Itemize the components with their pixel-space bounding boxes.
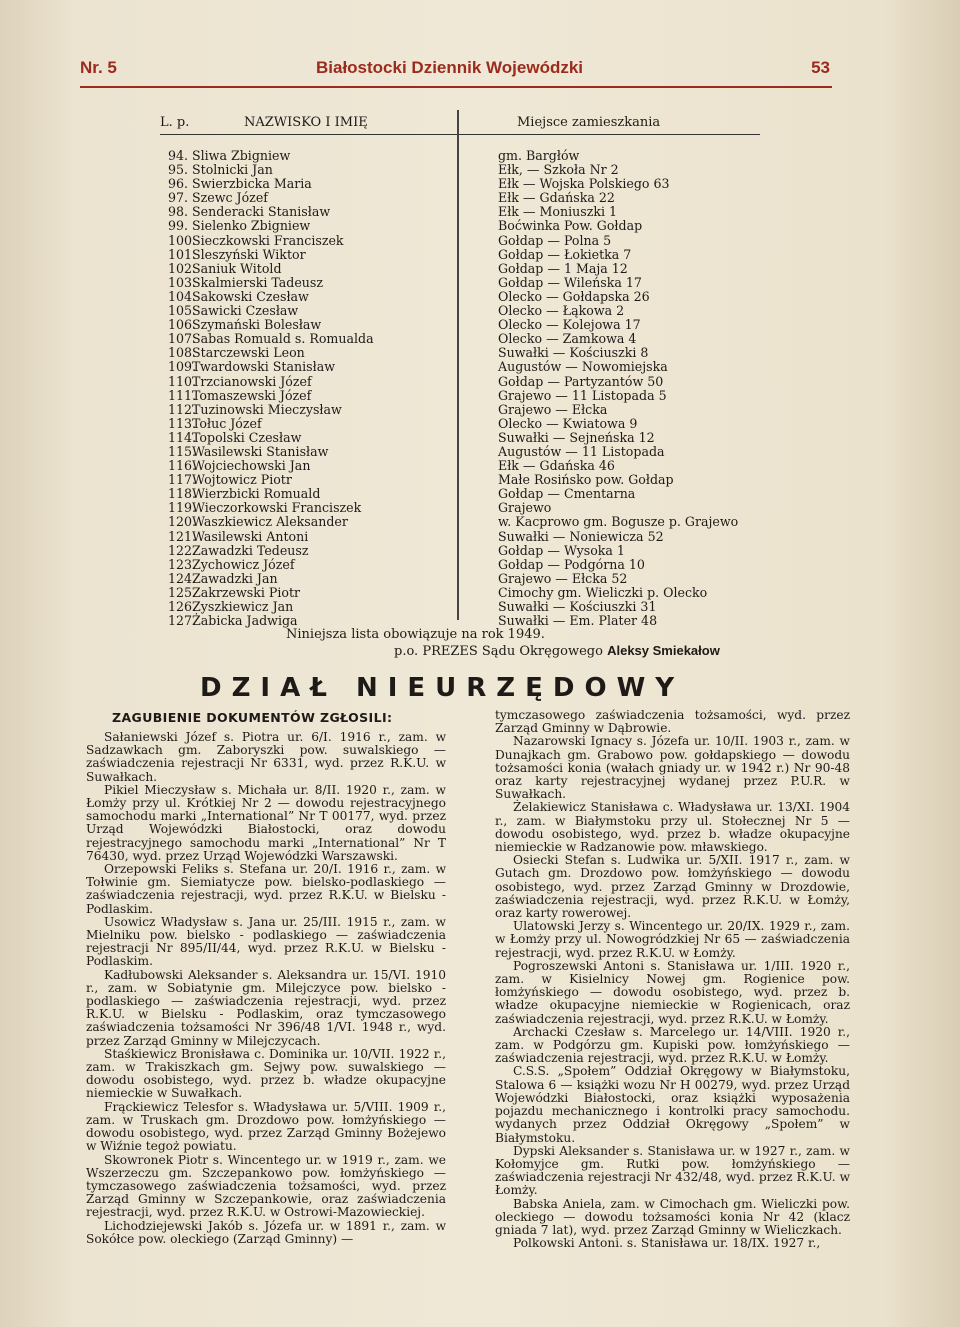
- row-name: Żabicka Jadwiga: [192, 613, 298, 629]
- row-number: 111.: [168, 387, 197, 403]
- row-place: Suwałki — Kościuszki 31: [498, 599, 657, 614]
- section-title: DZIAŁ NIEURZĘDOWY: [200, 673, 685, 703]
- table-row: [160, 500, 760, 514]
- notice-paragraph: Pikiel Mieczysław s. Michała ur. 8/II. 1920 r., zam. w Łomży przy ul. Krótkiej Nr 2 — dowodu rejestracyjnego samochodu marki „International” Nr T 00177, wyd. przez Urząd Wojewódzki Białostocki, oraz dowodu rejestracyjnego samochodu marki „International” Nr T 76430, wyd. przez Urząd Wojewódzki Warszawski.: [86, 782, 446, 863]
- row-name: Szymański Bolesław: [192, 317, 322, 333]
- table-row: [160, 444, 760, 458]
- notice-paragraph: Dypski Aleksander s. Stanisława ur. w 1927 r., zam. w Kołomyjce gm. Rutki pow. łomżyńskiego — zaświadczenia rejestracji Nr 432/48, wyd. przez R.K.U. w Łomży.: [495, 1143, 850, 1198]
- notice-paragraph: Kadłubowski Aleksander s. Aleksandra ur. 15/VI. 1910 r., zam. w Sobiatynie gm. Milejczyce pow. bielsko - podlaskiego — zaświadczenia rejestracji, wyd. przez R.K.U. w Bielsku - Podlaskim, oraz tymczasowego zaświadczenia tożsamości Nr 396/48 1/VI. 1948 r., wyd. przez Zarząd Gminny w Milejczycach.: [86, 967, 446, 1048]
- notice-paragraph: Polkowski Antoni. s. Stanisława ur. 18/IX. 1927 r.,: [513, 1236, 821, 1251]
- issue-number: Nr. 5: [80, 58, 117, 77]
- row-place: Suwałki — Em. Plater 48: [498, 613, 658, 629]
- row-place: Gołdap — Partyzantów 50: [498, 373, 664, 389]
- row-number: 101.: [168, 246, 197, 262]
- notice-paragraph: Babska Aniela, zam. w Cimochach gm. Wieliczki pow. oleckiego — dowodu tożsamości konia Nr 42 (klacz gniada 7 lat), wyd. przez Zarząd Gminny w Wieliczkach.: [495, 1196, 850, 1237]
- row-name: Stolnicki Jan: [192, 162, 273, 178]
- column-name: NAZWISKO I IMIĘ: [244, 115, 368, 130]
- table-row: [160, 289, 760, 303]
- table-row: [160, 204, 760, 218]
- row-number: 112.: [168, 401, 197, 417]
- row-place: Augustów — 11 Listopada: [498, 443, 665, 459]
- row-name: Zawadzki Tedeusz: [192, 542, 309, 558]
- row-place: gm. Bargłów: [498, 148, 580, 163]
- row-number: 94.: [168, 148, 189, 163]
- row-name: Wojtowicz Piotr: [192, 472, 292, 488]
- notice-paragraph: Archacki Czesław s. Marcelego ur. 14/VIII. 1920 r., zam. w Podgórzu gm. Kupiski pow. łomżyńskiego — zaświadczenia rejestracji, wyd. przez R.K.U. w Łomży.: [495, 1024, 850, 1066]
- table-row: [160, 261, 760, 275]
- row-name: Starczewski Leon: [192, 345, 305, 361]
- row-name: Sieczkowski Franciszek: [192, 232, 344, 248]
- table-row: [160, 148, 760, 162]
- row-place: Olecko — Kwiatowa 9: [498, 415, 638, 431]
- table-row: [160, 430, 760, 444]
- row-number: 123.: [168, 556, 197, 572]
- row-number: 108.: [168, 345, 197, 361]
- row-name: Zakrzewski Piotr: [192, 584, 301, 600]
- notice-paragraph: Orzepowski Feliks s. Stefana ur. 20/I. 1916 r., zam. w Tołwinie gm. Siemiatycze pow. bielsko-podlaskiego — zaświadczenia rejestracji, wyd. przez R.K.U. w Bielsku - Podlaskim.: [86, 862, 446, 916]
- row-name: Topolski Czesław: [192, 429, 302, 445]
- row-name: Tomaszewski Józef: [192, 387, 312, 403]
- column-residence: Miejsce zamieszkania: [517, 115, 661, 130]
- table-row: [160, 359, 760, 373]
- right-column: [495, 709, 850, 1250]
- notice-paragraph: Skowronek Piotr s. Wincentego ur. w 1919 r., zam. we Wszerzeczu gm. Szczepankowo pow. łomżyńskiego — tymczasowego zaświadczenia tożsamości, wyd. przez Zarząd Gminny w Szczepankowie, oraz zaświadczenia rejestracji, wyd. przez R.K.U. w Ostrowi-Mazowieckiej.: [86, 1152, 446, 1220]
- row-number: 100.: [168, 232, 197, 248]
- row-name: Sabas Romuald s. Romualda: [192, 331, 374, 347]
- notice-paragraph: Usowicz Władysław s. Jana ur. 25/III. 1915 r., zam. w Mielniku pow. bielsko - podlaskiego — zaświadczenia rejestracji Nr 895/II/44, wyd. przez R.K.U. w Bielsku - Podlaskim.: [86, 914, 446, 969]
- table-row: [160, 233, 760, 247]
- row-number: 117.: [168, 472, 197, 488]
- row-number: 122.: [168, 542, 197, 558]
- notice-paragraph: Ulatowski Jerzy s. Wincentego ur. 20/IX. 1929 r., zam. w Łomży przy ul. Nowogródzkiej Nr 65 — zaświadczenia rejestracji, wyd. przez R.K.U. w Łomży.: [495, 919, 850, 960]
- row-number: 120.: [168, 514, 197, 530]
- row-place: Ełk — Gdańska 46: [498, 458, 615, 474]
- row-name: Saniuk Witold: [192, 260, 282, 276]
- row-name: Wasilewski Stanisław: [192, 443, 329, 459]
- row-place: Gołdap — 1 Maja 12: [498, 260, 628, 276]
- row-number: 125.: [168, 584, 197, 600]
- row-name: Trzcianowski Józef: [192, 373, 312, 389]
- table-row: [160, 190, 760, 204]
- row-name: Wasilewski Antoni: [192, 528, 309, 544]
- row-number: 124.: [168, 570, 197, 586]
- notice-paragraph: Żelakiewicz Stanisława c. Władysława ur. 13/XI. 1904 r., zam. w Białymstoku przy ul. Stołecznej Nr 5 — dowodu osobistego, wyd. przez b. władze okupacyjne niemieckie w Radzanowie pow. mławskiego.: [495, 800, 850, 855]
- row-number: 102.: [168, 260, 197, 276]
- row-place: Ełk — Moniuszki 1: [498, 204, 618, 220]
- row-number: 95.: [168, 162, 189, 178]
- table-row: [160, 543, 760, 557]
- row-name: Sawicki Czesław: [192, 303, 299, 319]
- table-row: [160, 585, 760, 599]
- table-row: [160, 514, 760, 528]
- table-row: [160, 571, 760, 585]
- row-place: Suwałki — Kościuszki 8: [498, 345, 649, 361]
- table-row: [160, 303, 760, 317]
- row-name: Wojciechowski Jan: [192, 458, 311, 474]
- person-list: [160, 148, 760, 627]
- row-number: 109.: [168, 359, 197, 375]
- notice-paragraph: Pogroszewski Antoni s. Stanisława ur. 1/III. 1920 r., zam. w Kisielnicy Nowej gm. Rogienice pow. łomżyńskiego — dowodu osobistego, wyd. przez b. władze okupacyjne niemieckie w Rogienicach, oraz zaświadczenia rejestracji, wyd. przez R.K.U. w Łomży.: [495, 958, 850, 1026]
- row-place: Suwałki — Sejneńska 12: [498, 429, 655, 445]
- row-number: 97.: [168, 190, 189, 206]
- row-name: Sielenko Zbigniew: [192, 218, 311, 234]
- table-row: [160, 458, 760, 472]
- row-number: 126.: [168, 599, 197, 614]
- row-number: 118.: [168, 486, 197, 502]
- validity-note: Niniejsza lista obowiązuje na rok 1949.: [286, 627, 545, 642]
- table-header-rule: [160, 134, 760, 135]
- table-row: [160, 402, 760, 416]
- row-place: Olecko — Gołdapska 26: [498, 288, 650, 304]
- row-name: Sleszyński Wiktor: [192, 246, 306, 262]
- row-name: Swierzbicka Maria: [192, 176, 312, 192]
- row-name: Senderacki Stanisław: [192, 204, 331, 220]
- row-place: Olecko — Łąkowa 2: [498, 303, 625, 319]
- row-place: Gołdap — Wileńska 17: [498, 274, 642, 290]
- list-notes: [286, 627, 806, 659]
- row-number: 119.: [168, 500, 197, 516]
- row-name: Waszkiewicz Aleksander: [192, 514, 348, 530]
- row-place: Grajewo — Ełcka: [498, 401, 608, 417]
- table-row: [160, 218, 760, 232]
- row-place: Grajewo — 11 Listopada 5: [498, 387, 667, 403]
- row-place: Olecko — Zamkowa 4: [498, 331, 637, 347]
- row-name: Zyszkiewicz Jan: [192, 599, 294, 614]
- row-place: Gołdap — Polna 5: [498, 232, 612, 248]
- row-place: Gołdap — Łokietka 7: [498, 246, 632, 262]
- table-row: [160, 176, 760, 190]
- table-row: [160, 275, 760, 289]
- row-place: Grajewo: [498, 500, 552, 516]
- row-number: 116.: [168, 458, 197, 474]
- table-row: [160, 345, 760, 359]
- row-name: Zychowicz Józef: [192, 556, 295, 572]
- left-column: [86, 731, 446, 1246]
- row-place: w. Kacprowo gm. Bogusze p. Grajewo: [498, 514, 739, 530]
- row-name: Wieczorkowski Franciszek: [192, 500, 362, 516]
- notice-paragraph: Nazarowski Ignacy s. Józefa ur. 10/II. 1903 r., zam. w Dunajkach gm. Grabowo pow. gołdapskiego — dowodu tożsamości konia (wałach gniady ur. w 1942 r.) Nr 90-48 oraz karty rejestracyjnej wydanej przez P.U.R. w Suwałkach.: [495, 734, 850, 802]
- row-name: Skalmierski Tadeusz: [192, 274, 324, 290]
- row-name: Zawadzki Jan: [192, 570, 278, 586]
- row-name: Sakowski Czesław: [192, 288, 309, 304]
- notice-paragraph: Frąckiewicz Telesfor s. Władysława ur. 5/VIII. 1909 r., zam. w Truskach gm. Drozdowo pow. łomżyńskiego — dowodu osobistego, wyd. przez Zarząd Gminny Bożejewo w Wiźnie tegoż powiatu.: [86, 1099, 446, 1154]
- row-place: Gołdap — Cmentarna: [498, 486, 636, 502]
- notice-paragraph: Lichodziejewski Jakób s. Józefa ur. w 1891 r., zam. w Sokółce pow. oleckiego (Zarząd Gminny) —: [86, 1218, 446, 1246]
- row-place: Olecko — Kolejowa 17: [498, 317, 641, 333]
- row-number: 114.: [168, 429, 197, 445]
- row-number: 103.: [168, 274, 197, 290]
- row-place: Boćwinka Pow. Gołdap: [498, 218, 643, 234]
- section-subtitle: ZAGUBIENIE DOKUMENTÓW ZGŁOSILI:: [112, 710, 393, 725]
- table-row: [160, 247, 760, 261]
- table-row: [160, 416, 760, 430]
- table-row: [160, 486, 760, 500]
- row-place: Małe Rosińsko pow. Gołdap: [498, 472, 674, 488]
- row-number: 121.: [168, 528, 197, 544]
- row-number: 98.: [168, 204, 189, 220]
- row-place: Augustów — Nowomiejska: [498, 359, 668, 375]
- notice-paragraph: Sałaniewski Józef s. Piotra ur. 6/I. 1916 r., zam. w Sadzawkach gm. Zaboryszki pow. suwalskiego — zaświadczenia rejestracji Nr 6331, wyd. przez R.K.U. w Suwałkach.: [86, 730, 446, 784]
- row-place: Grajewo — Ełcka 52: [498, 570, 628, 586]
- row-place: Ełk — Gdańska 22: [498, 190, 615, 206]
- table-row: [160, 374, 760, 388]
- row-place: Ełk — Wojska Polskiego 63: [498, 176, 670, 192]
- continued-paragraph: tymczasowego zaświadczenia tożsamości, wyd. przez Zarząd Gminny w Dąbrowie.: [495, 708, 850, 736]
- signature-prefix: p.o. PREZES Sądu Okręgowego: [394, 644, 603, 659]
- row-place: Gołdap — Podgórna 10: [498, 556, 645, 572]
- row-number: 127.: [168, 613, 197, 629]
- header-rule: [80, 86, 832, 88]
- row-number: 110.: [168, 373, 197, 389]
- notice-paragraph: Osiecki Stefan s. Ludwika ur. 5/XII. 1917 r., zam. w Gutach gm. Drozdowo pow. łomżyńskiego — dowodu osobistego, wyd. przez Zarząd Gminny w Drozdowie, zaświadczenia rejestracji, wyd. przez R.K.U. w Łomży, oraz karty rowerowej.: [495, 853, 850, 921]
- row-number: 107.: [168, 331, 197, 347]
- row-number: 104.: [168, 288, 197, 304]
- row-number: 99.: [168, 218, 189, 234]
- row-place: Gołdap — Wysoka 1: [498, 542, 625, 558]
- row-number: 106.: [168, 317, 197, 333]
- page-number: 53: [811, 58, 830, 77]
- row-place: Cimochy gm. Wieliczki p. Olecko: [498, 584, 708, 600]
- row-place: Suwałki — Noniewicza 52: [498, 528, 664, 544]
- table-row: [160, 388, 760, 402]
- table-row: [160, 331, 760, 345]
- column-lp: L. p.: [160, 115, 190, 130]
- row-name: Tuzinowski Mieczysław: [192, 401, 342, 417]
- row-name: Szewc Józef: [192, 190, 268, 206]
- row-number: 113.: [168, 415, 197, 431]
- row-number: 115.: [168, 443, 197, 459]
- table-row: [160, 599, 760, 613]
- page-header: [80, 58, 830, 84]
- row-name: Tołuc Józef: [192, 415, 262, 431]
- table-row: [160, 162, 760, 176]
- table-row: [160, 613, 760, 627]
- row-name: Twardowski Stanisław: [192, 359, 335, 375]
- notice-paragraph: Staśkiewicz Bronisława c. Dominika ur. 10/VII. 1922 r., zam. w Trakiszkach gm. Sejwy pow. suwalskiego — dowodu osobistego, wyd. przez b. władze okupacyjne niemieckie w Suwałkach.: [86, 1046, 446, 1101]
- row-number: 96.: [168, 176, 189, 192]
- table-row: [160, 529, 760, 543]
- signature-line: [394, 643, 806, 659]
- journal-title: Białostocki Dziennik Wojewódzki: [316, 58, 584, 77]
- row-place: Ełk, — Szkoła Nr 2: [498, 162, 619, 178]
- row-name: Wierzbicki Romuald: [192, 486, 321, 502]
- signature-name: Aleksy Smiekałow: [607, 643, 720, 658]
- table-row: [160, 317, 760, 331]
- row-name: Sliwa Zbigniew: [192, 148, 291, 163]
- table-row: [160, 557, 760, 571]
- table-row: [160, 472, 760, 486]
- row-number: 105.: [168, 303, 197, 319]
- notice-paragraph: C.S.S. „Społem” Oddział Okręgowy w Białymstoku, Stalowa 6 — książki wozu Nr H 00279, wyd. przez Urząd Wojewódzki Białostocki, oraz książki wyposażenia pojazdu mechanicznego i kontrolki pracy samochodu. wydanych przez Oddział Okręgowy „Społem” w Białymstoku.: [495, 1064, 850, 1145]
